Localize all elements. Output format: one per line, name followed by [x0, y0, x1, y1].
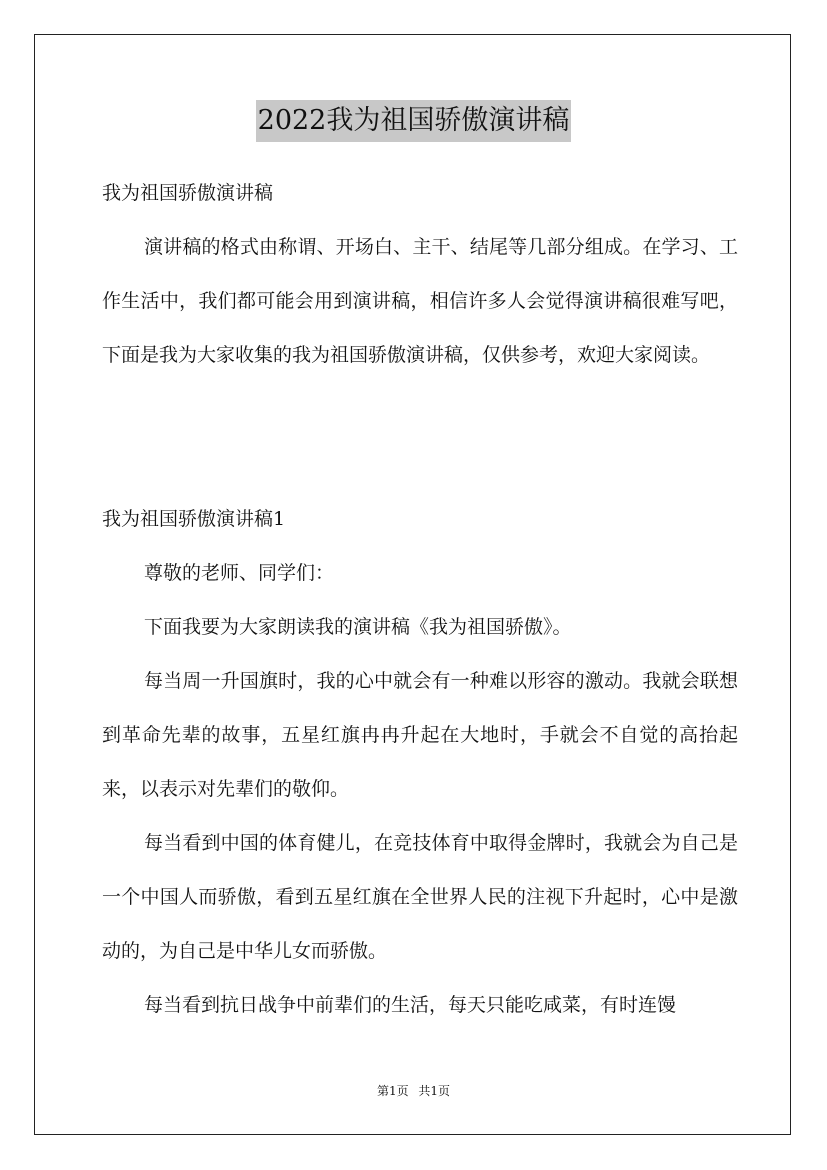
title-container	[0, 100, 827, 142]
paragraph-war: 每当看到抗日战争中前辈们的生活，每天只能吃咸菜，有时连馒	[144, 994, 677, 1016]
intro-heading: 我为祖国骄傲演讲稿	[102, 182, 274, 204]
section-heading: 我为祖国骄傲演讲稿1	[102, 508, 286, 530]
page-total: 共1页	[418, 1084, 451, 1098]
intro-paragraph: 演讲稿的格式由称谓、开场白、主干、结尾等几部分组成。在学习、工作生活中，我们都可能会用到演讲稿，相信许多人会觉得演讲稿很难写吧，下面是我为大家收集的我为祖国骄傲演讲稿，仅供参考，欢迎大家阅读。	[102, 236, 738, 366]
page-footer	[0, 1082, 827, 1099]
page-number: 第1页	[376, 1084, 409, 1098]
document-title: 2022我为祖国骄傲演讲稿	[256, 100, 572, 142]
paragraph-flag: 每当周一升国旗时，我的心中就会有一种难以形容的激动。我就会联想到革命先辈的故事，五星红旗冉冉升起在大地时，手就会不自觉的高抬起来，以表示对先辈们的敬仰。	[102, 670, 738, 800]
intro-body	[102, 220, 738, 382]
intro-section	[102, 180, 738, 207]
paragraph-athletes: 每当看到中国的体育健儿，在竞技体育中取得金牌时，我就会为自己是一个中国人而骄傲，看到五星红旗在全世界人民的注视下升起时，心中是激动的，为自己是中华儿女而骄傲。	[102, 832, 738, 962]
section-1-body	[102, 546, 738, 1032]
paragraph-opening: 下面我要为大家朗读我的演讲稿《我为祖国骄傲》。	[144, 616, 572, 638]
paragraph-greeting: 尊敬的老师、同学们：	[144, 562, 335, 584]
section-1	[102, 506, 738, 533]
